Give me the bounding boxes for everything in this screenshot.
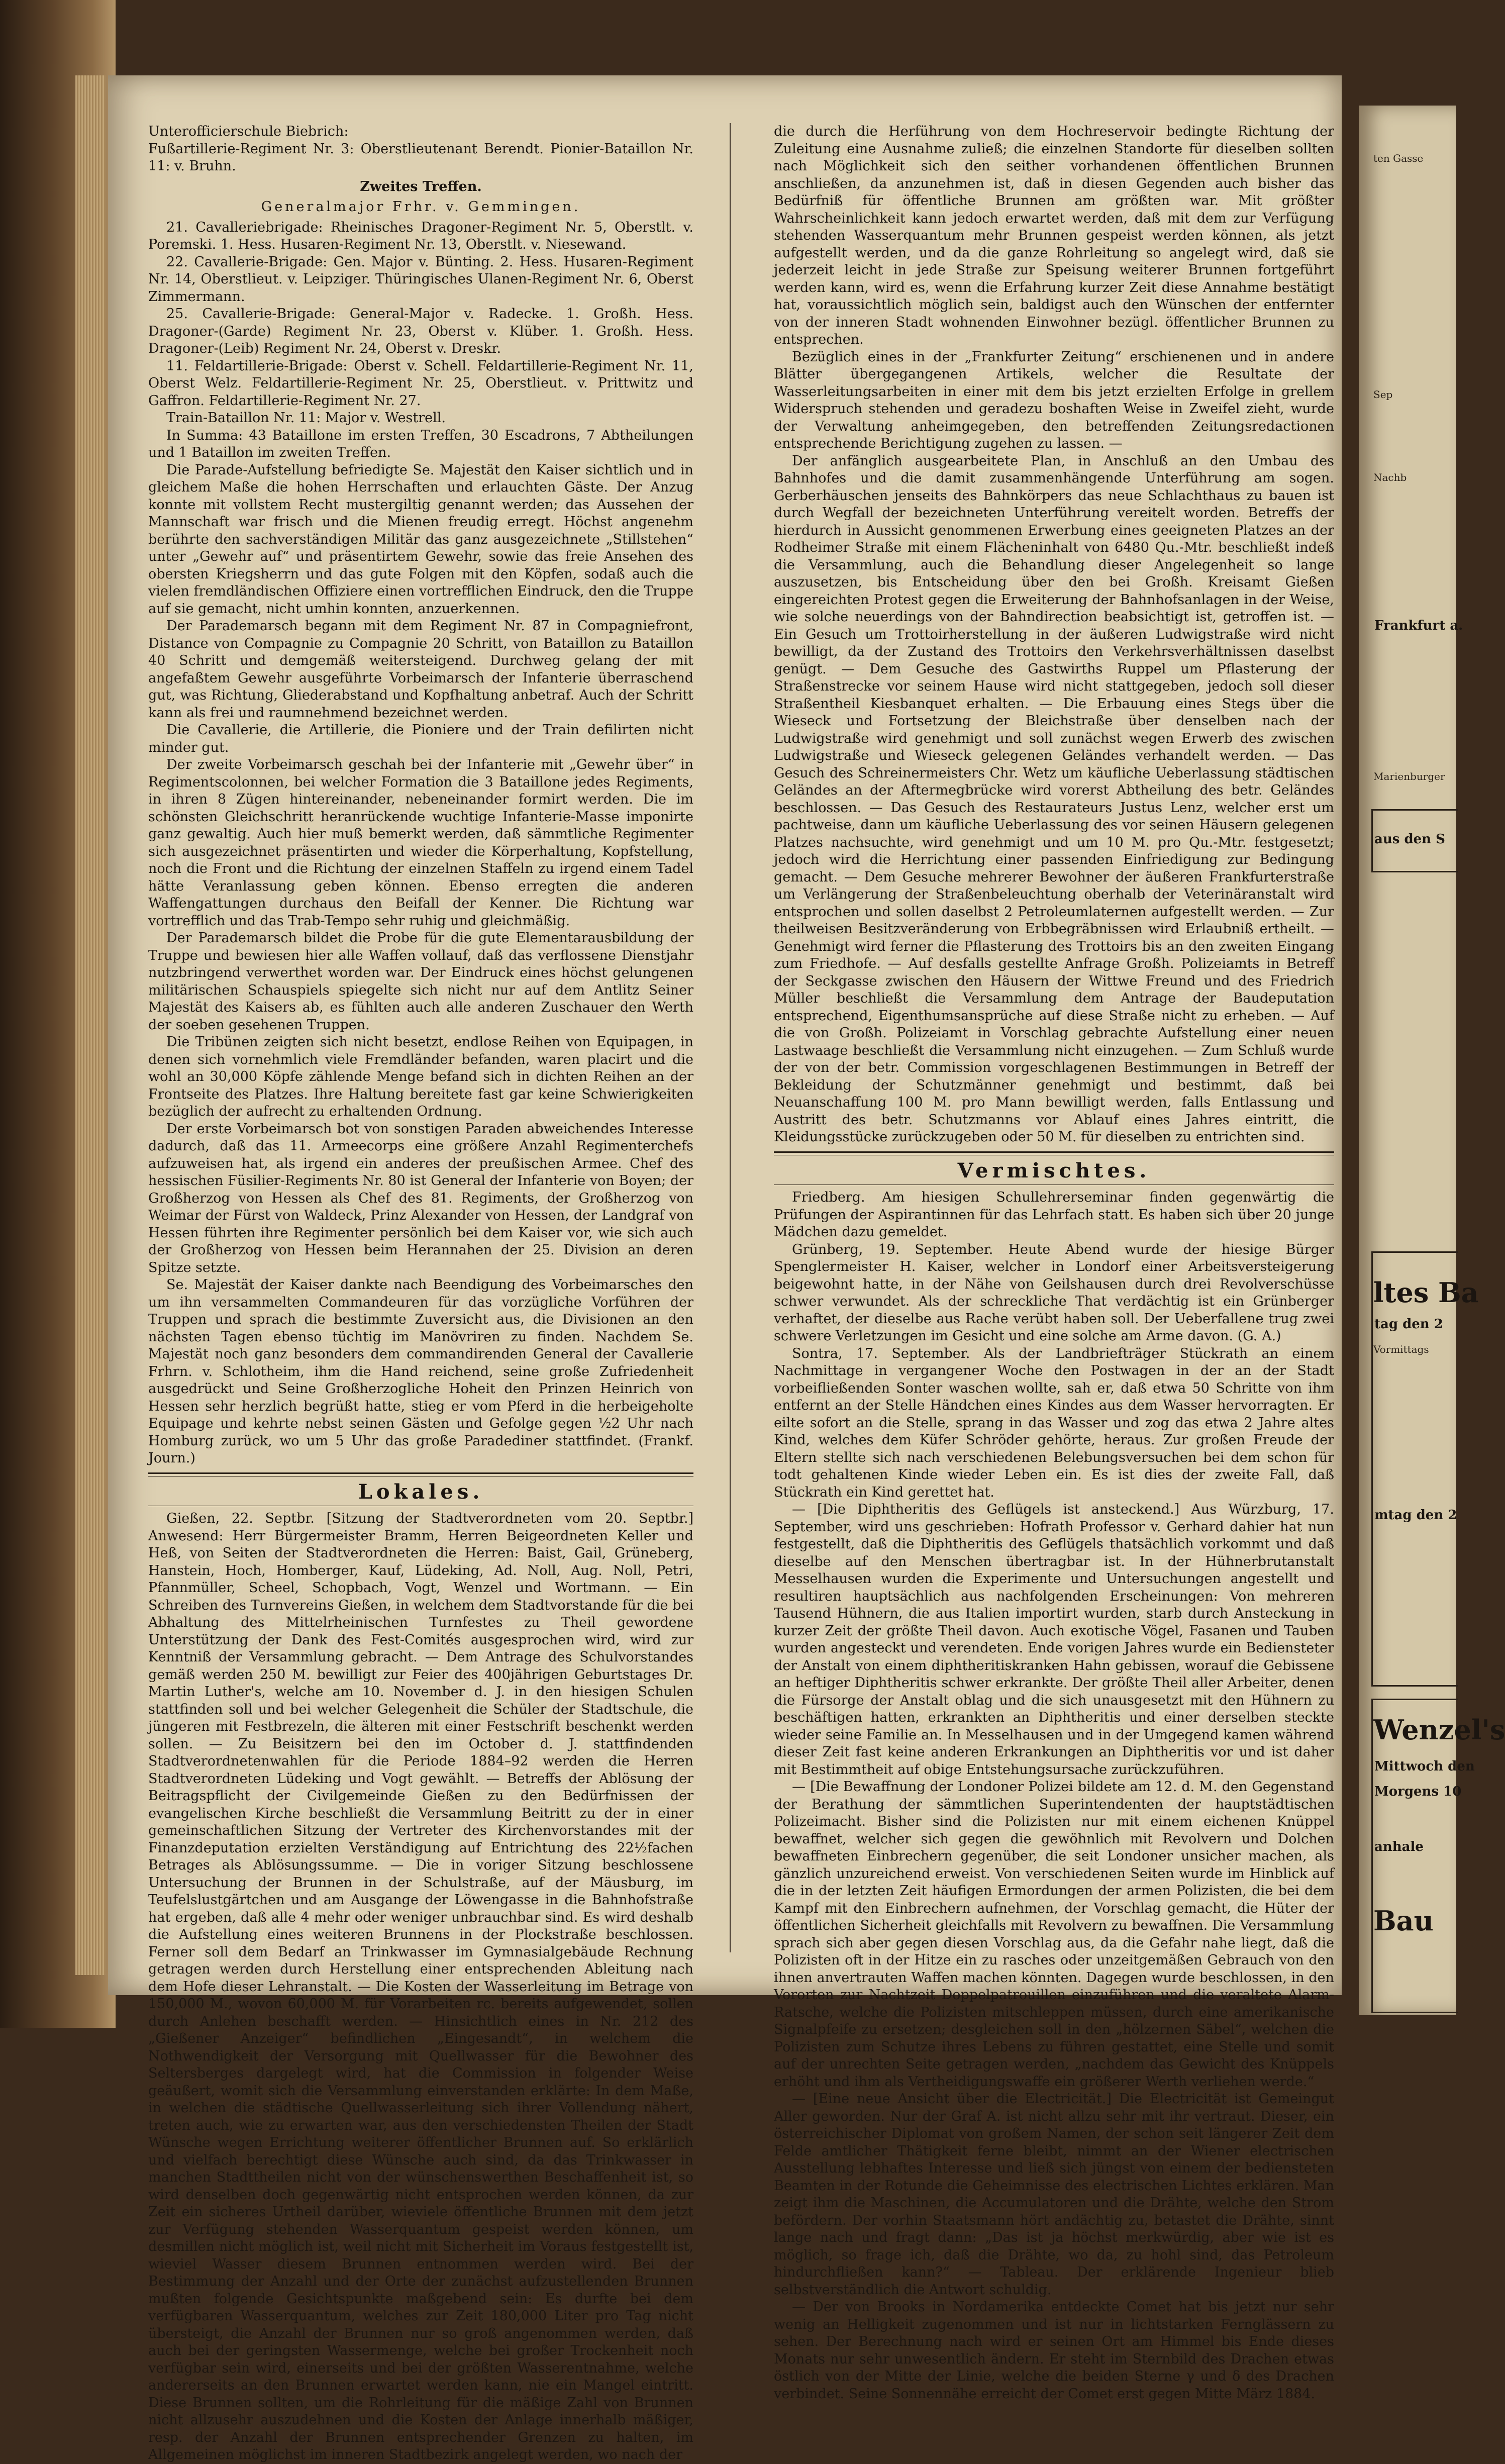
brigade-entry: 21. Cavalleriebrigade: Rheinisches Dragoner-Regiment Nr. 5, Oberstlt. v. Poremski. 1. Hess. Husaren-Regiment Nr. 13, Oberstlt. v. Niesewand. xyxy=(148,219,693,252)
adjacent-fragment: Frankfurt a. xyxy=(1374,618,1463,633)
brigade-entry: 22. Cavallerie-Brigade: Gen. Major v. Bünting. 2. Hess. Husaren-Regiment Nr. 14, Oberstlieut. v. Leipziger. Thüringisches Ulanen-Regiment Nr. 6, Oberst Zimmermann. xyxy=(148,254,693,305)
newspaper-page xyxy=(108,75,1342,2462)
brigade-entry: 25. Cavallerie-Brigade: General-Major v. Radecke. 1. Großh. Hess. Dragoner-(Garde) Regiment Nr. 23, Oberst v. Klüber. 1. Großh. Hess. Dragoner-(Leib) Regiment Nr. 24, Oberst v. Dreskr. xyxy=(148,306,693,356)
intro-line: Fußartillerie-Regiment Nr. 3: Oberstlieutenant Berendt. Pionier-Bataillon Nr. 11: v. Bruhn. xyxy=(148,141,693,174)
news-item: — [Die Diphtheritis des Geflügels ist ansteckend.] Aus Würzburg, 17. September, wird uns geschrieben: Hofrath Professor v. Gerhard dahier hat nun festgestellt, daß die Diphtheritis des Geflügels thatsächlich vorkommt und daß dieselbe auf den Menschen übertragbar ist. In der Hühnerbrutanstalt Messelhausen wurden die Experimente und Untersuchungen angestellt und resultiren hauptsächlich aus nachfolgenden Erscheinungen: Von mehreren Tausend Hühnern, die aus Italien importirt wurden, starb durch Ansteckung in kurzer Zeit der größte Theil davon. Auch exotische Vögel, Fasanen und Tauben wurden angesteckt und verendeten. Ende vorigen Jahres wurde ein Bediensteter der Anstalt von einem diphtheritiskranken Hahn gebissen, worauf die Gebissene an heftiger Diphtheritis schwer erkrankte. Der größte Theil aller Arbeiter, denen die Fürsorge der Anstalt oblag und die sich unausgesetzt mit den Hühnern zu beschäftigen hatten, erkrankten an Diphtheritis und einer derselben steckte wieder seine Familie an. In Messelhausen und in der Umgegend kamen während dieser Zeit fast keine anderen Erkrankungen an Diphtheritis vor und ist daher mit Bestimmtheit auf obige Entstehungsursache zurückzuführen. xyxy=(774,1502,1334,1778)
article-paragraph: Bezüglich eines in der „Frankfurter Zeitung“ erschienenen und in andere Blätter übergegangenen Artikels, welcher die Resultate der Wasserleitungsarbeiten in einer mit dem bis jetzt erzielten Erfolge in grellem Widerspruch stehenden und geradezu boshaften Weise in Zweifel zieht, wurde der Verwaltung anheimgegeben, den betreffenden Zeitungsredactionen entsprechende Berichtigung zugehen zu lassen. — xyxy=(774,349,1334,451)
left-column xyxy=(148,123,693,2464)
page-stack-edge xyxy=(75,75,106,1975)
brigade-entry: 11. Feldartillerie-Brigade: Oberst v. Schell. Feldartillerie-Regiment Nr. 11, Oberst Welz. Feldartillerie-Regiment Nr. 25, Oberstlieut. v. Prittwitz und Gaffron. Feldartillerie-Regiment Nr. 27. xyxy=(148,358,693,409)
article-paragraph: Der zweite Vorbeimarsch geschah bei der Infanterie mit „Gewehr über“ in Regimentscolonnen, bei welcher Formation die 3 Bataillone jedes Regiments, in ihren 8 Zügen hintereinander, nebeneinander formirt werden. Die im schönsten Gleichschritt heranrückende wuchtige Infanterie-Masse imponirte ganz gewaltig. Auch hier muß bemerkt werden, daß sämmtliche Regimenter sich ausgezeichnet präsentirten und wieder die Körperhaltung, Kopfstellung, noch die Front und die Richtung der einzelnen Staffeln zu irgend einem Tadel hätte Veranlassung geben können. Ebenso erregten die anderen Waffengattungen durchaus den Beifall der Kenner. Die Richtung war vortrefflich und das Trab-Tempo sehr ruhig und gleichmäßig. xyxy=(148,757,693,929)
adjacent-fragment: Bau xyxy=(1373,1905,1434,1937)
column-divider xyxy=(730,123,731,1952)
article-paragraph: Die Parade-Aufstellung befriedigte Se. Majestät den Kaiser sichtlich und in gleichem Maße die hohen Herrschaften und erlauchten Gäste. Der Anzug konnte mit vollstem Recht mustergiltig genannt werden; das Aussehen der Mannschaft war frisch und die Mienen freudig erregt. Höchst angenehm berührte den sachverständigen Militär das ganz ausgezeichnete „Stillstehen“ unter „Gewehr auf“ und präsentirtem Gewehr, sowie das freie Ansehen des obersten Kriegsherrn und das gute Folgen mit den Köpfen, sodaß auch die vielen fremdländischen Offiziere einen vortrefflichen Eindruck, den die Truppe auf sie gemacht, nicht umhin konnten, anzuerkennen. xyxy=(148,462,693,617)
news-item: — [Eine neue Ansicht über die Electricität.] Die Electricität ist Gemeingut Aller geworden. Nur der Graf A. ist nicht allzu sehr mit ihr vertraut. Dieser, ein österreichischer Diplomat von großem Namen, der schon seit längerer Zeit dem Felde amtlicher Thätigkeit ferne bleibt, nimmt an der Wiener electrischen Ausstellung lebhaftes Interesse und ließ sich jüngst von einem der bediensteten Beamten in der Rotunde die Geheimnisse des electrischen Lichtes erklären. Man zeigt ihm die Maschinen, die Accumulatoren und die Drähte, welche den Strom befördern. Der vorhin Staatsmann hört andächtig zu, betastet die Drähte, sinnt lange nach und fragt dann: „Das ist ja höchst merkwürdig, aber wie ist es möglich, so frage ich, daß die Drähte, wo da, zu hohl sind, das Petroleum hindurchfließen kann?“ — Tableau. Der erklärende Ingenieur blieb selbstverständlich die Antwort schuldig. xyxy=(774,2091,1334,2298)
adjacent-fragment: mtag den 2 xyxy=(1374,1508,1457,1523)
adjacent-fragment: Sep xyxy=(1373,388,1393,401)
article-paragraph: Der anfänglich ausgearbeitete Plan, in Anschluß an den Umbau des Bahnhofes und die damit zusammenhängende Unterführung am sogen. Gerberhäuschen jenseits des Bahnkörpers das neue Schlachthaus zu bauen ist durch Wegfall der bezeichneten Unterführung vereitelt worden. Betreffs der hierdurch in Aussicht genommenen Erwerbung eines geeigneten Platzes an der Rodheimer Straße mit einem Flächeninhalt von 6480 Qu.-Mtr. beschließt indeß die Versammlung, auch die Behandlung dieser Angelegenheit so lange auszusetzen, bis Entscheidung über den bei Großh. Kreisamt Gießen eingereichten Protest gegen die Erweiterung der Bahnhofsanlagen in der Weise, wie solche neuerdings von der Bahndirection beabsichtigt ist, getroffen ist. — Ein Gesuch um Trottoirherstellung in der äußeren Ludwigstraße wird nicht bewilligt, da der Zustand des Trottoirs den Verkehrsverhältnissen daselbst genügt. — Dem Gesuche des Gastwirths Ruppel um Pflasterung der Straßenstrecke vor seinem Hause wird nicht stattgegeben, jedoch soll dieser Straßentheil Kiesbanquet erhalten. — Die Erbauung eines Stegs über die Wieseck und Fortsetzung der Bleichstraße über denselben nach der Ludwigstraße wird genehmigt und soll zunächst wegen Erwerb des zwischen Ludwigstraße und Wieseck gelegenen Geländes verhandelt werden. — Das Gesuch des Schreinermeisters Chr. Wetz um käufliche Ueberlassung städtischen Geländes an der Aftermegbrücke wird vorerst Abtheilung des betr. Geländes beschlossen. — Das Gesuch des Restaurateurs Justus Lenz, welcher erst um pachtweise, dann um käufliche Ueberlassung des vor seinen Häusern gelegenen Platzes nachsuchte, wird genehmigt und um 10 M. pro Qu.-Mtr. festgesetzt; jedoch wird die Herrichtung einer passenden Einfriedigung zur Bedingung gemacht. — Dem Gesuche mehrerer Bewohner der äußeren Frankfurterstraße um Verlängerung der Straßenbeleuchtung oberhalb der Veterinäranstalt wird entsprochen und sollen daselbst 2 Petroleumlaternen aufgestellt werden. — Zur theilweisen Besitzveränderung von Erbbegräbnissen wird Erlaubniß ertheilt. — Genehmigt wird ferner die Pflasterung des Trottoirs bis an den zweiten Eingang zum Friedhofe. — Auf desfalls gestellte Anfrage Großh. Polizeiamts in Betreff der Seckgasse zwischen den Häusern der Wittwe Freund und des Friedrich Müller beschließt die Versammlung dem Antrage der Baudeputation entsprechend, Eigenthumsansprüche auf diese Straße nicht zu erheben. — Auf die von Großh. Polizeiamt in Vorschlag gebrachte Aufstellung einer neuen Lastwaage beschließt die Versammlung nicht einzugehen. — Zum Schluß wurde der von der betr. Commission vorgeschlagenen Bestimmungen in Betreff der Bekleidung der Schutzmänner genehmigt und bestimmt, daß bei Neuanschaffung 100 M. pro Mann bewilligt werden, falls Entlassung und Austritt des betr. Schutzmanns vor Ablauf eines Jahres eintritt, die Kleidungsstücke zurückzugeben oder 50 M. für dieselben zu entrichten sind. xyxy=(774,453,1334,1145)
brigade-entry: Train-Bataillon Nr. 11: Major v. Westrell. xyxy=(166,410,446,426)
adjacent-fragment: Vormittags xyxy=(1373,1343,1429,1355)
article-paragraph: Die Tribünen zeigten sich nicht besetzt, endlose Reihen von Equipagen, in denen sich vornehmlich viele Fremdländer befanden, waren placirt und die wohl an 30,000 Köpfe zählende Menge befand sich in dichten Reihen an der Frontseite des Platzes. Ihre Haltung bereitete fast gar keine Schwierigkeiten bezüglich der aufrecht zu erhaltenden Ordnung. xyxy=(148,1034,693,1119)
summa-line: In Summa: 43 Bataillone im ersten Treffen, 30 Escadrons, 7 Abtheilungen und 1 Bataillon im zweiten Treffen. xyxy=(148,427,693,460)
section-heading: Zweites Treffen. xyxy=(360,178,482,194)
news-item: Grünberg, 19. September. Heute Abend wurde der hiesige Bürger Spenglermeister H. Kaiser, welcher in Londorf einer Arbeitsversteigerung beigewohnt hatte, in der Nähe von Geilshausen durch drei Revolverschüsse schwer verwundet. Als der schreckliche That verdächtig ist ein Grünberger verhaftet, der dieselbe aus Rache verübt haben soll. Der Ueberfallene trug zwei schwere Verletzungen im Gesicht und eine solche am Arme davon. (G. A.) xyxy=(774,1241,1334,1344)
adjacent-fragment: ten Gasse xyxy=(1373,152,1424,164)
news-item: — Der von Brooks in Nordamerika entdeckte Comet hat bis jetzt nur sehr wenig an Helligkeit zugenommen und ist nur in lichtstarken Fernglässern zu sehen. Der Berechnung nach wird er seinen Ort am Himmel bis Ende dieses Monats nur sehr unwesentlich ändern. Er steht im Sternbild des Drachen etwas östlich von der Mitte der Linie, welche die beiden Sterne γ und δ des Drachen verbindet. Seine Sonnennähe erreicht der Comet erst gegen Mitte März 1884. xyxy=(774,2299,1334,2402)
article-paragraph: Der Parademarsch bildet die Probe für die gute Elementarausbildung der Truppe und bewiesen hier alle Waffen vollauf, daß das verflossene Dienstjahr nutzbringend verwerthet worden war. Der Eindruck eines höchst gelungenen militärischen Schauspiels spiegelte sich nicht nur auf dem Antlitz Seiner Majestät des Kaisers ab, es fühlten auch alle anderen Zuschauer den Werth der soeben gesehenen Truppen. xyxy=(148,930,693,1033)
lokales-paragraph: Gießen, 22. Septbr. [Sitzung der Stadtverordneten vom 20. Septbr.] Anwesend: Herr Bürgermeister Bramm, Herren Beigeordneten Keller und Heß, von Seiten der Stadtverordneten die Herren: Baist, Gail, Grüneberg, Hanstein, Hoch, Homberger, Kauf, Lüdeking, Ad. Noll, Aug. Noll, Petri, Pfannmüller, Scheel, Schopbach, Vogt, Wenzel und Wortmann. — Ein Schreiben des Turnvereins Gießen, in welchem dem Stadtvorstande für die bei Abhaltung des Mittelrheinischen Turnfestes zu Theil gewordene Unterstützung der Dank des Fest-Comités ausgesprochen wird, wird zur Kenntniß der Versammlung gebracht. — Dem Antrage des Schulvorstandes gemäß werden 250 M. bewilligt zur Feier des 400jährigen Geburtstages Dr. Martin Luther's, welche am 10. November d. J. in den hiesigen Schulen stattfinden soll und bei welcher Gelegenheit die Schüler der Stadtschule, die jüngeren mit Festbrezeln, die älteren mit einer Festschrift beschenkt werden sollen. — Zu Beisitzern bei den im October d. J. stattfindenden Stadtverordnetenwahlen für die Periode 1884–92 werden die Herren Stadtverordneten Lüdeking und Vogt gewählt. — Betreffs der Ablösung der Beitragspflicht der Civilgemeinde Gießen zu den Bedürfnissen der evangelischen Kirche beschließt die Versammlung Beitritt zu der in einer gemeinschaftlichen Sitzung der Vertreter des Kirchenvorstandes mit der Finanzdeputation erzielten Verständigung auf Entrichtung des 22½fachen Betrages als Ablösungssumme. — Die in voriger Sitzung beschlossene Untersuchung der Brunnen in der Schulstraße, auf der Mäusburg, im Teufelslustgärtchen und am Ausgange der Löwengasse in die Bahnhofstraße hat ergeben, daß alle 4 mehr oder weniger unbrauchbar sind. Es wird deshalb die Aufstellung eines weiteren Brunnens in der Plockstraße beschlossen. Ferner soll dem Bedarf an Trinkwasser im Gymnasialgebäude Rechnung getragen werden durch Herstellung einer entsprechenden Ableitung nach dem Hofe dieser Lehranstalt. — Die Kosten der Wasserleitung im Betrage von 150,000 M., wovon 60,000 M. für Vorarbeiten rc. bereits aufgewendet, sollen durch Anlehen beschafft werden. — Hinsichtlich eines in Nr. 212 des „Gießener Anzeiger“ befindlichen „Eingesandt“, in welchem die Nothwendigkeit der Versorgung mit Quellwasser für die Bewohner des Seltersberges dargelegt wird, hat die Commission in folgender Weise geäußert, womit sich die Versammlung einverstanden erklärte: In dem Maße, in welchen die städtische Quellwasserleitung sich ihrer Vollendung nähert, treten auch, wie zu erwarten war, aus den verschiedensten Theilen der Stadt Wünsche wegen Errichtung weiterer öffentlicher Brunnen auf. So erklärlich und vielfach berechtigt diese Wünsche auch sind, da das Trinkwasser in manchen Stadttheilen nicht von der wünschenswerthen Beschaffenheit ist, so wird denselben doch gegenwärtig nicht entsprochen werden können, da zur Zeit ein sicheres Urtheil darüber, wieviele öffentliche Brunnen mit dem jetzt zur Verfügung stehenden Wasserquantum gespeist werden können, um desmillen nicht möglich ist, weil nicht mit Sicherheit im Voraus festgestellt ist, wieviel Wasser diesem Brunnen entnommen werden wird. Bei der Bestimmung der Anzahl und der Orte der zunächst aufzustellenden Brunnen mußten folgende Gesichtspunkte maßgebend sein: Es durfte bei dem verfügbaren Wasserquantum, welches zur Zeit 180,000 Liter pro Tag nicht übersteigt, die Anzahl der Brunnen nur so groß angenommen werden, daß auch bei der geringsten Wassermenge, welche bei großer Trockenheit noch verfügbar sein wird, einerseits und bei der größten Wasserentnahme, welche andererseits an den Brunnen erwartet werden kann, nie ein Mangel eintritt. Diese Brunnen sollten, um die Rohrleitung für die mäßige Zahl von Brunnen nicht allzusehr auszudehnen und die Kosten der Anlage innerhalb mäßiger, resp. der Anzahl der Brunnen entsprechender Grenzen zu halten, im Allgemeinen möglichst im inneren Stadtbezirk angelegt werden, wo nach der xyxy=(148,1511,693,2462)
adjacent-fragment: anhale xyxy=(1374,1839,1424,1854)
vermischtes-heading: Vermischtes. xyxy=(957,1158,1151,1182)
adjacent-fragment: aus den S xyxy=(1374,832,1445,847)
article-paragraph: die durch die Herführung von dem Hochreservoir bedingte Richtung der Zuleitung eine Ausnahme zuließ; die einzelnen Standorte für dieselben sollten nach Möglichkeit sich den seither vorhandenen öffentlichen Brunnen anschließen, da anzunehmen ist, daß in diesen Gegenden auch bisher das Bedürfniß für öffentliche Brunnen am größten war. Mit größter Wahrscheinlichkeit kann jedoch erwartet werden, daß mit dem zur Verfügung stehenden Wasserquantum mehr Brunnen gespeist werden können, als jetzt aufgestellt werden, und da die ganze Rohrleitung so angelegt wird, daß sie jederzeit leicht in jede Straße zur Speisung weiterer Brunnen fortgeführt werden kann, wird es, wenn die Erfahrung kurzer Zeit diese Annahme bestätigt hat, voraussichtlich möglich sein, baldigst auch den Wünschen der entfernter von der inneren Stadt wohnenden Einwohner bezügl. öffentlicher Brunnen zu entsprechen. xyxy=(774,124,1334,347)
right-column xyxy=(774,123,1334,2403)
adjacent-fragment: Wenzel's xyxy=(1373,1714,1505,1746)
adjacent-fragment: Mittwoch den xyxy=(1374,1759,1475,1774)
article-paragraph: Der Parademarsch begann mit dem Regiment Nr. 87 in Compagniefront, Distance von Compagnie zu Compagnie 20 Schritt, von Bataillon zu Bataillon 40 Schritt und demgemäß weitersteigend. Durchweg gelang der mit angefaßtem Gewehr ausgeführte Vorbeimarsch der Infanterie überraschend gut, was Richtung, Gliederabstand und Kopfhaltung anbetraf. Auch der Schritt kann als frei und raumnehmend bezeichnet werden. xyxy=(148,618,693,721)
adjacent-fragment: tag den 2 xyxy=(1374,1317,1443,1332)
adjacent-page-edge xyxy=(1359,106,1505,2015)
article-paragraph: Der erste Vorbeimarsch bot von sonstigen Paraden abweichendes Interesse dadurch, daß das 11. Armeecorps eine größere Anzahl Regimenterchefs aufzuweisen hat, als irgend ein anderes der preußischen Armee. Chef des hessischen Füsilier-Regiments Nr. 80 ist General der Infanterie von Boyen; der Großherzog von Hessen als Chef des 81. Regiments, der Großherzog von Weimar der Fürst von Waldeck, Prinz Alexander von Hessen, der Landgraf von Hessen führten ihre Regimenter persönlich bei dem Kaiser vor, wie sich auch der Großherzog von Hessen beim Herannahen der 25. Division an deren Spitze setzte. xyxy=(148,1121,693,1275)
adjacent-fragment: Morgens 10 xyxy=(1374,1784,1462,1799)
news-item: — [Die Bewaffnung der Londoner Polizei bildete am 12. d. M. den Gegenstand der Berathung der sämmtlichen Superintendenten der hauptstädtischen Polizeimacht. Bisher sind die Polizisten nur mit einem eichenen Knüppel bewaffnet, welcher sich gegen die gewöhnlich mit Revolvern und Dolchen bewaffneten Einbrechern gegenüber, die seit Londoner unsicher machen, als gänzlich unzureichend erweist. Von verschiedenen Seiten wurde im Hinblick auf die in der letzten Zeit häufigen Ermordungen der armen Polizisten, die bei dem Kampf mit den Einbrechern aufnehmen, der Vorschlag gemacht, die Hüter der öffentlichen Sicherheit gleichfalls mit Revolvern zu bewaffnen. Die Versammlung sprach sich aber gegen diesen Vorschlag aus, da die Gefahr nahe liegt, daß die Polizisten oft in der Hitze ein zu rasches oder unzeitgemäßen Gebrauch von den ihnen anvertrauten Waffen machen könnten. Dagegen wurde beschlossen, in den Vororten zur Nachtzeit Doppelpatrouillen einzuführen und die veraltete Alarm-Ratsche, welche die Polizisten mitschleppen müssen, durch eine amerikanische Signalpfeife zu ersetzen; desgleichen soll in den „hölzernen Säbel“, welchen die Polizisten zum Schutze ihres Lebens zu führen gestattet, eine Stelle und somit auf der unrechten Seite getragen werden, „nachdem das Gewicht des Knüppels erhöht und ihm als Vertheidigungswaffe ein größerer Werth verliehen werde.“ xyxy=(774,1779,1334,2090)
commander-line: Generalmajor Frhr. v. Gemmingen. xyxy=(261,199,581,215)
section-rule xyxy=(148,1472,693,1474)
news-item: Friedberg. Am hiesigen Schullehrerseminar finden gegenwärtig die Prüfungen der Aspirantinnen für das Lehrfach statt. Es haben sich über 20 junge Mädchen dazu gemeldet. xyxy=(774,1190,1334,1240)
article-paragraph: Die Cavallerie, die Artillerie, die Pioniere und der Train defilirten nicht minder gut. xyxy=(148,722,693,755)
adjacent-fragment: ltes Ba xyxy=(1373,1276,1479,1309)
adjacent-fragment: Marienburger xyxy=(1373,770,1445,782)
section-rule xyxy=(774,1151,1334,1153)
article-paragraph: Se. Majestät der Kaiser dankte nach Beendigung des Vorbeimarsches den um ihn versammelten Commandeuren für das vorzügliche Vorführen der Truppen und sprach die bestimmte Zuversicht aus, die Divisionen an den nächsten Tagen ebenso tüchtig im Manövriren zu finden. Nachdem Se. Majestät noch ganz besonders dem commandirenden General der Cavallerie Frhrn. v. Schlotheim, ihm die Hand reichend, seine große Zufriedenheit ausgedrückt und Seine Großherzogliche Hoheit den Prinzen Heinrich von Hessen sehr herzlich begrüßt hatte, stieg er vom Pferd in die herbeigeholte Equipage und kehrte nebst seinen Gästen und Gefolge gegen ½2 Uhr nach Homburg zurück, wo um 5 Uhr das große Paradediner stattfindet. (Frankf. Journ.) xyxy=(148,1277,693,1466)
news-item: Sontra, 17. September. Als der Landbriefträger Stückrath an einem Nachmittage in vergangener Woche den Postwagen in der an der Stadt vorbeifließenden Sonter waschen wollte, sah er, daß etwa 50 Schritte von ihm entfernt an der Stelle Händchen eines Kindes aus dem Wasser hervorragten. Er eilte sofort an die Stelle, sprang in das Wasser und zog das etwa 2 Jahre altes Kind, welches dem Küfer Schröder gehörte, heraus. Zur großen Freude der Eltern stellte sich nach verschiedenen Belebungsversuchen bei dem schon für todt gehaltenen Kinde wieder Leben ein. Es ist dies der zweite Fall, daß Stückrath ein Kind gerettet hat. xyxy=(774,1345,1334,1500)
adjacent-fragment: Nachb xyxy=(1373,471,1407,483)
intro-line: Unterofficierschule Biebrich: xyxy=(148,124,349,139)
lokales-heading: Lokales. xyxy=(358,1480,484,1504)
